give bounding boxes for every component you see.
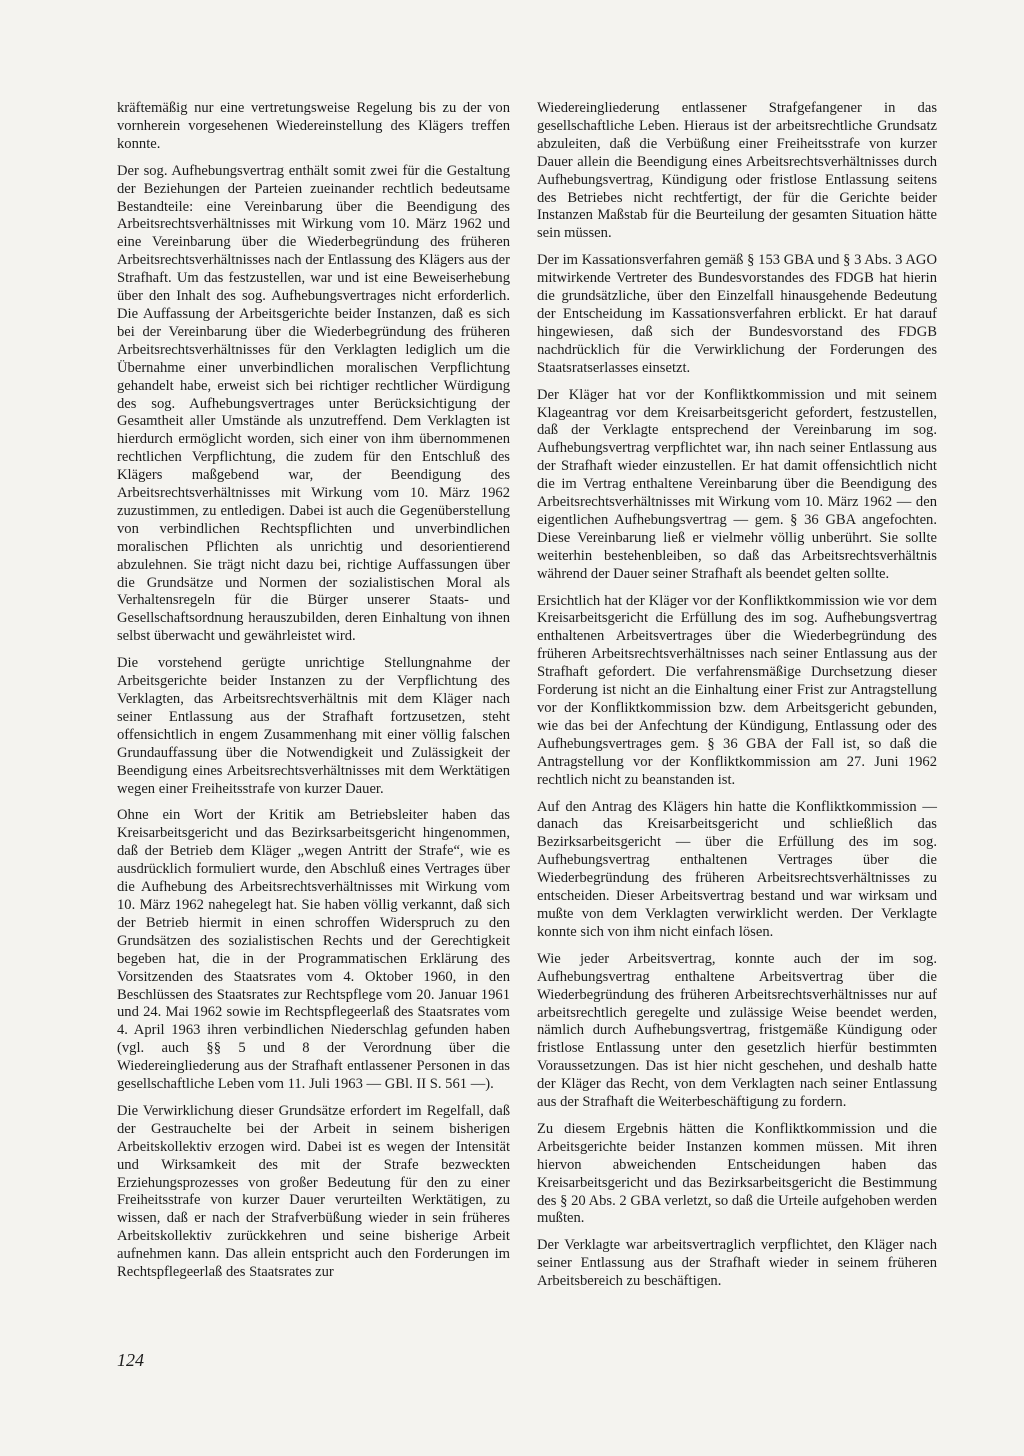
paragraph: Ohne ein Wort der Kritik am Betriebsleiter haben das Kreisarbeitsgericht und das Bezirksarbeitsgericht hingenommen, daß der Betrieb dem Kläger „wegen Antritt der Strafe“, wie es ausdrücklich formuliert wurde, den Abschluß eines Vertrages über die Aufhebung des Arbeitsrechtsverhältnisses mit Wirkung vom 10. März 1962 nahegelegt hat. Sie haben völlig verkannt, daß sich der Betrieb hiermit in einen schroffen Widerspruch zu den Grundsätzen des sozialistischen Rechts und der Gerechtigkeit begeben hat, die in der Programmatischen Erklärung des Vorsitzenden des Staatsrates vom 4. Oktober 1960, in den Beschlüssen des Staatsrates zur Rechtspflege vom 20. Januar 1961 und 24. Mai 1962 sowie im Rechtspflegeerlaß des Staatsrates vom 4. April 1963 ihren verbindlichen Niederschlag gefunden haben (vgl. auch §§ 5 und 8 der Verordnung über die Wiedereingliederung aus der Strafhaft entlassener Personen in das gesellschaftliche Leben vom 11. Juli 1963 — GBl. II S. 561 —).: [117, 807, 510, 1093]
paragraph: Der sog. Aufhebungsvertrag enthält somit zwei für die Gestaltung der Beziehungen der Parteien zueinander rechtlich bedeutsame Bestandteile: eine Vereinbarung über die Beendigung des Arbeitsrechtsverhältnisses mit Wirkung vom 10. März 1962 und eine Vereinbarung über die Wiederbegründung des früheren Arbeitsrechtsverhältnisses nach der Entlassung des Klägers aus der Strafhaft. Um das festzustellen, war und ist eine Beweiserhebung über den Inhalt des sog. Aufhebungsvertrages nicht erforderlich. Die Auffassung der Arbeitsgerichte beider Instanzen, daß es sich bei der Vereinbarung über die Wiederbegründung des früheren Arbeitsrechtsverhältnisses für den Verklagten lediglich um die Übernahme einer unverbindlichen moralischen Verpflichtung gehandelt habe, erweist sich bei richtiger rechtlicher Würdigung des sog. Aufhebungsvertrages unter Berücksichtigung der Gesamtheit aller Umstände als unzutreffend. Dem Verklagten ist hierdurch ermöglicht worden, sich einer von ihm übernommenen rechtlichen Verpflichtung, die zudem für den Entschluß des Klägers maßgebend war, der Beendigung des Arbeitsrechtsverhältnisses mit Wirkung vom 10. März 1962 zuzustimmen, zu entledigen. Dabei ist auch die Gegenüberstellung von verbindlichen Rechtspflichten und unverbindlichen moralischen Pflichten als unrichtig und desorientierend abzulehnen. Sie trägt nicht dazu bei, richtige Auffassungen über die Grundsätze und Normen der sozialistischen Moral als Verhaltensregeln für die Bürger unserer Staats- und Gesellschaftsordnung herauszubilden, deren Einhaltung von ihnen selbst überwacht und gewährleistet wird.: [117, 162, 510, 645]
paragraph: Der im Kassationsverfahren gemäß § 153 GBA und § 3 Abs. 3 AGO mitwirkende Vertreter des Bundesvorstandes des FDGB hat hierin die grundsätzliche, über den Einzelfall hinausgehende Bedeutung der Entscheidung im Kassationsverfahren erblickt. Er hat darauf hingewiesen, daß sich der Bundesvorstand des FDGB nachdrücklich für die Verwirklichung der Forderungen des Staatsratserlasses einsetzt.: [537, 252, 937, 376]
paragraph: Wiedereingliederung entlassener Strafgefangener in das gesellschaftliche Leben. Hieraus ist der arbeitsrechtliche Grundsatz abzuleiten, daß die Verbüßung einer Freiheitsstrafe von kurzer Dauer allein die Beendigung eines Arbeitsrechtsverhältnisses durch Aufhebungsvertrag, Kündigung oder fristlose Entlassung seitens des Betriebes nicht rechtfertigt, der für die Gerichte beider Instanzen Maßstab für die Beurteilung der gesamten Situation hätte sein müssen.: [537, 100, 937, 242]
right-column: [537, 100, 937, 1300]
paragraph: Auf den Antrag des Klägers hin hatte die Konfliktkommission — danach das Kreisarbeitsgericht und schließlich das Bezirksarbeitsgericht — über die Erfüllung des im sog. Aufhebungsvertrag enthaltenen Vertrages über die Wiederbegründung des früheren Arbeitsrechtsverhältnisses zu entscheiden. Dieser Arbeitsvertrag bestand und war wirksam und mußte von dem Verklagten verwirklicht werden. Der Verklagte konnte sich von ihm nicht einfach lösen.: [537, 798, 937, 940]
paragraph: Die vorstehend gerügte unrichtige Stellungnahme der Arbeitsgerichte beider Instanzen zu der Verpflichtung des Verklagten, das Arbeitsrechtsverhältnis mit dem Kläger nach seiner Entlassung aus der Strafhaft fortzusetzen, steht offensichtlich in engem Zusammenhang mit einer völlig falschen Grundauffassung über die Notwendigkeit und Zulässigkeit der Beendigung eines Arbeitsrechtsverhältnisses mit dem Werktätigen wegen einer Freiheitsstrafe von kurzer Dauer.: [117, 655, 510, 797]
paragraph: Zu diesem Ergebnis hätten die Konfliktkommission und die Arbeitsgerichte beider Instanzen kommen müssen. Mit ihren hiervon abweichenden Entscheidungen haben das Kreisarbeitsgericht und das Bezirksarbeitsgericht die Bestimmung des § 20 Abs. 2 GBA verletzt, so daß die Urteile aufgehoben werden mußten.: [537, 1120, 937, 1227]
paragraph: Der Verklagte war arbeitsvertraglich verpflichtet, den Kläger nach seiner Entlassung aus der Strafhaft wieder in seinem früheren Arbeitsbereich zu beschäftigen.: [537, 1237, 937, 1290]
paragraph: Wie jeder Arbeitsvertrag, konnte auch der im sog. Aufhebungsvertrag enthaltene Arbeitsvertrag über die Wiederbegründung des früheren Arbeitsrechtsverhältnisses nur auf arbeitsrechtlich geregelte und zulässige Weise beendet werden, nämlich durch Aufhebungsvertrag, fristgemäße Kündigung oder fristlose Entlassung unter den gesetzlich hierfür bestimmten Voraussetzungen. Das ist hier nicht geschehen, und deshalb hatte der Kläger das Recht, von dem Verklagten nach seiner Entlassung aus der Strafhaft die Weiterbeschäftigung zu fordern.: [537, 950, 937, 1111]
paragraph: Der Kläger hat vor der Konfliktkommission und mit seinem Klageantrag vor dem Kreisarbeitsgericht gefordert, festzustellen, daß der Verklagte entsprechend der Vereinbarung im sog. Aufhebungsvertrag verpflichtet war, ihn nach seiner Entlassung aus der Strafhaft wieder einzustellen. Er hat damit offensichtlich nicht die im Vertrag enthaltene Vereinbarung über die Beendigung des Arbeitsrechtsverhältnisses mit Wirkung vom 10. März 1962 — den eigentlichen Aufhebungsvertrag — gem. § 36 GBA angefochten. Diese Vereinbarung ließ er vielmehr völlig unberührt. Sie sollte weiterhin bestehenbleiben, so daß das Arbeitsrechtsverhältnis während der Dauer seiner Strafhaft als beendet gelten sollte.: [537, 386, 937, 582]
paragraph: Die Verwirklichung dieser Grundsätze erfordert im Regelfall, daß der Gestrauchelte bei der Arbeit in seinem bisherigen Arbeitskollektiv erzogen wird. Dabei ist es wegen der Intensität und Wirksamkeit des mit der Strafe bezweckten Erziehungsprozesses von großer Bedeutung für den zu einer Freiheitsstrafe von kurzer Dauer verurteilten Werktätigen, zu wissen, daß er nach der Strafverbüßung wieder in sein früheres Arbeitskollektiv zurückkehren und seine bisherige Arbeit aufnehmen kann. Das allein entspricht auch den Forderungen im Rechtspflegeerlaß des Staatsrates zur: [117, 1102, 510, 1281]
paragraph: Ersichtlich hat der Kläger vor der Konfliktkommission wie vor dem Kreisarbeitsgericht die Erfüllung des im sog. Aufhebungsvertrag enthaltenen Arbeitsvertrages über die Wiederbegründung des früheren Arbeitsrechtsverhältnisses nach seiner Entlassung aus der Strafhaft gefordert. Die verfahrensmäßige Durchsetzung dieser Forderung ist nicht an die Einhaltung einer Frist zur Antragstellung vor der Konfliktkommission bzw. dem Arbeitsgericht gebunden, wie das bei der Anfechtung der Kündigung, Entlassung oder des Aufhebungsvertrages gem. § 36 GBA der Fall ist, so daß die Antragstellung vor der Konfliktkommission am 27. Juni 1962 rechtlich nicht zu beanstanden ist.: [537, 592, 937, 788]
paragraph: kräftemäßig nur eine vertretungsweise Regelung bis zu der von vornherein vorgesehenen Wiedereinstellung des Klägers treffen konnte.: [117, 100, 510, 152]
left-column: [117, 100, 510, 1291]
page-number: 124: [117, 1350, 144, 1370]
